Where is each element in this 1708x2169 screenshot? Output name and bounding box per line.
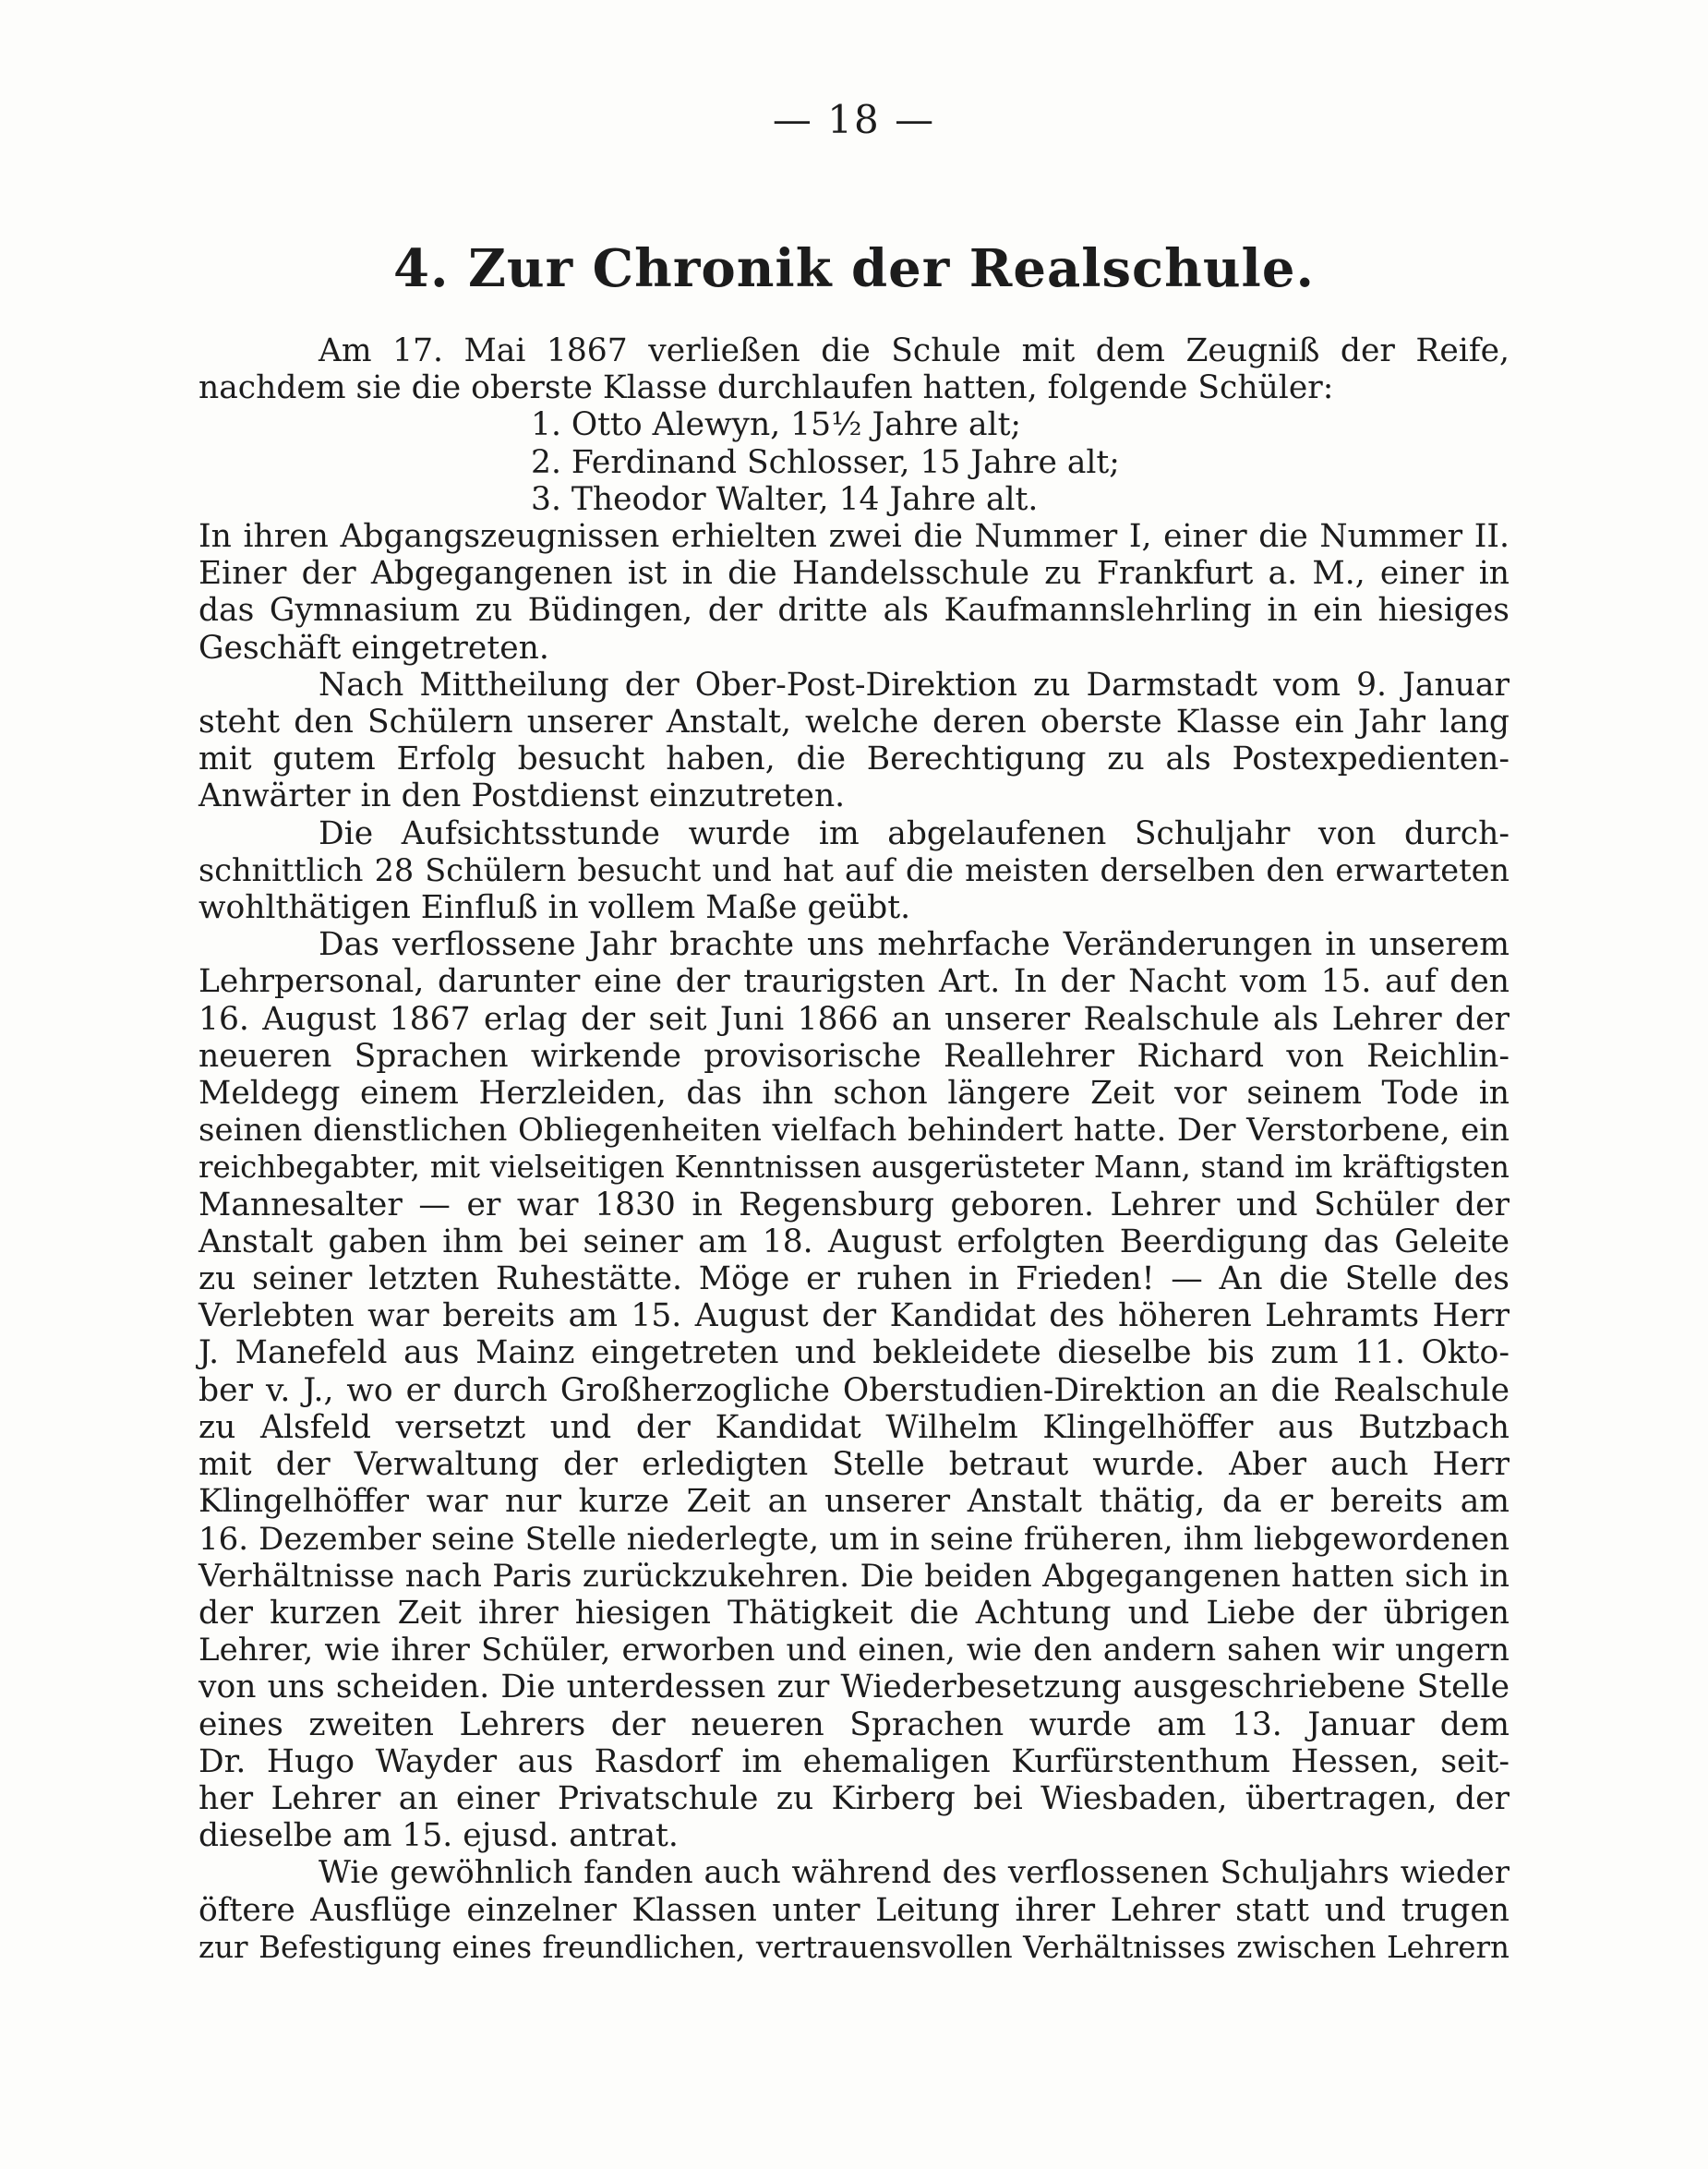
text-line: Lehrer, wie ihrer Schüler, erworben und einen, wie den andern sahen wir ungern [198,1632,1510,1669]
text-line: In ihren Abgangszeugnissen erhielten zwei die Nummer I, einer die Nummer II. [198,518,1510,556]
text-line: neueren Sprachen wirkende provisorische Reallehrer Richard von Reichlin- [198,1037,1510,1075]
text-line: Das verflossene Jahr brachte uns mehrfache Veränderungen in unserem [319,926,1510,964]
text-line: Am 17. Mai 1867 verließen die Schule mit dem Zeugniß der Reife, [319,332,1510,369]
text-line: zu seiner letzten Ruhestätte. Möge er ruhen in Frieden! — An die Stelle des [198,1260,1510,1298]
text-line: Meldegg einem Herzleiden, das ihn schon längere Zeit vor seinem Tode in [198,1075,1510,1113]
text-line: 3. Theodor Walter, 14 Jahre alt. [531,480,1039,518]
text-line: steht den Schülern unserer Anstalt, welche deren oberste Klasse ein Jahr lang [198,704,1510,741]
text-line: von uns scheiden. Die unterdessen zur Wiederbesetzung ausgeschriebene Stelle [198,1669,1510,1706]
text-line: zur Befestigung eines freundlichen, vertrauensvollen Verhältnisses zwischen Lehrern [198,1929,1510,1965]
text-line: nachdem sie die oberste Klasse durchlaufen hatten, folgende Schüler: [198,369,1334,407]
text-line: schnittlich 28 Schülern besucht und hat auf die meisten derselben den erwarteten [198,851,1510,888]
text-line: das Gymnasium zu Büdingen, der dritte als Kaufmannslehrling in ein hiesiges [198,592,1510,630]
text-line: Verlebten war bereits am 15. August der Kandidat des höheren Lehramts Herr [198,1297,1510,1335]
text-line: Verhältnisse nach Paris zurückzukehren. Die beiden Abgegangenen hatten sich in [198,1557,1510,1595]
text-line: wohlthätigen Einfluß in vollem Maße geübt. [198,889,911,927]
text-line: mit gutem Erfolg besucht haben, die Berechtigung zu als Postexpedienten- [198,741,1510,778]
text-line: zu Alsfeld versetzt und der Kandidat Wilhelm Klingelhöffer aus Butzbach [198,1408,1510,1446]
text-line: Geschäft eingetreten. [198,629,549,667]
text-line: Anstalt gaben ihm bei seiner am 18. August erfolgten Beerdigung das Geleite [198,1223,1510,1260]
text-line: mit der Verwaltung der erledigten Stelle betraut wurde. Aber auch Herr [198,1446,1510,1484]
text-line: 1. Otto Alewyn, 15½ Jahre alt; [531,406,1022,444]
text-line: reichbegabter, mit vielseitigen Kenntnissen ausgerüsteter Mann, stand im kräftigsten [198,1150,1510,1186]
text-line: Wie gewöhnlich fanden auch während des verflossenen Schuljahrs wieder [319,1854,1510,1892]
text-line: 2. Ferdinand Schlosser, 15 Jahre alt; [531,443,1120,481]
text-line: dieselbe am 15. ejusd. antrat. [198,1817,679,1855]
text-line: 16. Dezember seine Stelle niederlegte, um in seine früheren, ihm liebgewordenen [198,1520,1510,1558]
body-text [198,332,1510,1966]
text-line: 16. August 1867 erlag der seit Juni 1866 an unserer Realschule als Lehrer der [198,1000,1510,1038]
text-line: Klingelhöffer war nur kurze Zeit an unserer Anstalt thätig, da er bereits am [198,1483,1510,1521]
text-line: J. Manefeld aus Mainz eingetreten und bekleidete dieselbe bis zum 11. Okto- [198,1334,1510,1372]
text-line: Anwärter in den Postdienst einzutreten. [198,777,846,815]
page-number: — 18 — [772,97,936,142]
text-line: Die Aufsichtsstunde wurde im abgelaufenen Schuljahr von durch- [319,814,1510,852]
text-line: öftere Ausflüge einzelner Klassen unter Leitung ihrer Lehrer statt und trugen [198,1891,1510,1929]
text-line: eines zweiten Lehrers der neueren Sprachen wurde am 13. Januar dem [198,1705,1510,1743]
section-title: 4. Zur Chronik der Realschule. [393,238,1315,299]
text-line: Einer der Abgegangenen ist in die Handelsschule zu Frankfurt a. M., einer in [198,555,1510,593]
text-line: Lehrpersonal, darunter eine der traurigsten Art. In der Nacht vom 15. auf den [198,963,1510,1001]
text-line: her Lehrer an einer Privatschule zu Kirberg bei Wiesbaden, übertragen, der [198,1779,1510,1817]
text-line: der kurzen Zeit ihrer hiesigen Thätigkeit die Achtung und Liebe der übrigen [198,1594,1510,1632]
text-line: ber v. J., wo er durch Großherzogliche Oberstudien-Direktion an die Realschule [198,1371,1510,1409]
text-line: Nach Mittheilung der Ober-Post-Direktion zu Darmstadt vom 9. Januar [319,666,1510,704]
text-line: Dr. Hugo Wayder aus Rasdorf im ehemaligen Kurfürstenthum Hessen, seit- [198,1742,1510,1780]
text-line: seinen dienstlichen Obliegenheiten vielfach behindert hatte. Der Verstorbene, ein [198,1112,1510,1150]
text-line: Mannesalter — er war 1830 in Regensburg geboren. Lehrer und Schüler der [198,1186,1510,1223]
